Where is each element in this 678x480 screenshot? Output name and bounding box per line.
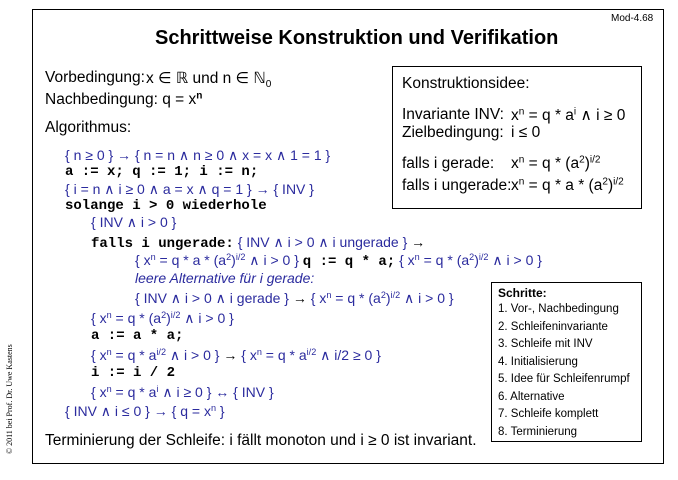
idea-invariant-value: $x^n = q * a^i$ ∧ i ≥ 0 bbox=[511, 106, 626, 124]
copyright-note: © 2011 bei Prof. Dr. Uwe Kastens bbox=[5, 344, 14, 454]
code-line-9: { INV ∧ i > 0 ∧ i gerade } → { $x^n = q * (a^2)^{i/2}$ ∧ i > 0 } bbox=[135, 290, 454, 306]
idea-title: Konstruktionsidee: bbox=[402, 75, 530, 92]
postcondition-label: Nachbedingung: bbox=[45, 91, 158, 108]
code-line-13: i := i / 2 bbox=[91, 365, 176, 381]
steps-item: 5. Idee für Schleifenrumpf bbox=[498, 373, 630, 385]
steps-item: 7. Schleife komplett bbox=[498, 408, 599, 420]
algorithm-label: Algorithmus: bbox=[45, 119, 132, 136]
construction-idea-box bbox=[392, 66, 642, 209]
idea-goal-value: i ≤ 0 bbox=[511, 124, 541, 141]
steps-item: 8. Terminierung bbox=[498, 425, 578, 438]
idea-odd-value: $x^n = q * a * (a^2)^{i/2}$ bbox=[511, 176, 624, 194]
steps-title: Schritte: bbox=[498, 286, 547, 300]
code-line-7: { $x^n = q * a * (a^2)^{i/2}$ ∧ i > 0 } q := q * a; { $x^n = q * (a^2)^{i/2}$ ∧ i > 0 } bbox=[135, 252, 542, 270]
code-line-12: { $x^n = q * a^{i/2}$ ∧ i > 0 } → { $x^n = q * a^{i/2}$ ∧ i/2 ≥ 0 } bbox=[91, 347, 381, 363]
code-line-8: leere Alternative für i gerade: bbox=[135, 270, 315, 286]
idea-even-label: falls i gerade: bbox=[402, 155, 495, 172]
code-line-1: { n ≥ 0 } → { n = n ∧ n ≥ 0 ∧ x = x ∧ 1 = 1 } bbox=[65, 147, 331, 163]
idea-invariant-label: Invariante INV: bbox=[402, 106, 504, 123]
precondition-value: x ∈ ℝ und n ∈ ℕ$_0$ bbox=[146, 70, 272, 91]
postcondition-value: $q = x^n$ bbox=[162, 90, 203, 108]
code-line-if: falls i ungerade: { INV ∧ i > 0 ∧ i ungerade } → bbox=[91, 234, 426, 252]
code-line-11: a := a * a; bbox=[91, 328, 184, 344]
code-line-10: { $x^n = q * (a^2)^{i/2}$ ∧ i > 0 } bbox=[91, 310, 234, 326]
termination-note: Terminierung der Schleife: i fällt monoton und i ≥ 0 ist invariant. bbox=[45, 432, 477, 449]
slide-title: Schrittweise Konstruktion und Verifikation bbox=[155, 27, 559, 49]
idea-goal-label: Zielbedingung: bbox=[402, 124, 504, 141]
code-line-2: a := x; q := 1; i := n; bbox=[65, 164, 259, 180]
postcondition-line bbox=[45, 91, 202, 109]
code-line-14: { $x^n = q * a^i$ ∧ i ≥ 0 } ↔ { INV } bbox=[91, 384, 274, 400]
steps-box bbox=[491, 282, 642, 442]
idea-odd-label: falls i ungerade: bbox=[402, 177, 512, 194]
precondition-line bbox=[45, 69, 272, 91]
idea-even-value: $x^n = q * (a^2)^{i/2}$ bbox=[511, 154, 601, 172]
code-line-5: { INV ∧ i > 0 } bbox=[91, 214, 177, 230]
steps-item: 3. Schleife mit INV bbox=[498, 338, 593, 350]
steps-item: 1. Vor-, Nachbedingung bbox=[498, 303, 619, 315]
code-line-3: { i = n ∧ i ≥ 0 ∧ a = x ∧ q = 1 } → { INV } bbox=[65, 181, 314, 197]
steps-item: 6. Alternative bbox=[498, 390, 565, 403]
steps-item: 2. Schleifeninvariante bbox=[498, 320, 608, 333]
slide-id: Mod-4.68 bbox=[611, 13, 654, 24]
code-line-loop: solange i > 0 wiederhole bbox=[65, 198, 267, 214]
code-line-15: { INV ∧ i ≤ 0 } → { $q = x^n$ } bbox=[65, 403, 225, 419]
precondition-label: Vorbedingung: bbox=[45, 69, 145, 86]
steps-item: 4. Initialisierung bbox=[498, 355, 578, 368]
